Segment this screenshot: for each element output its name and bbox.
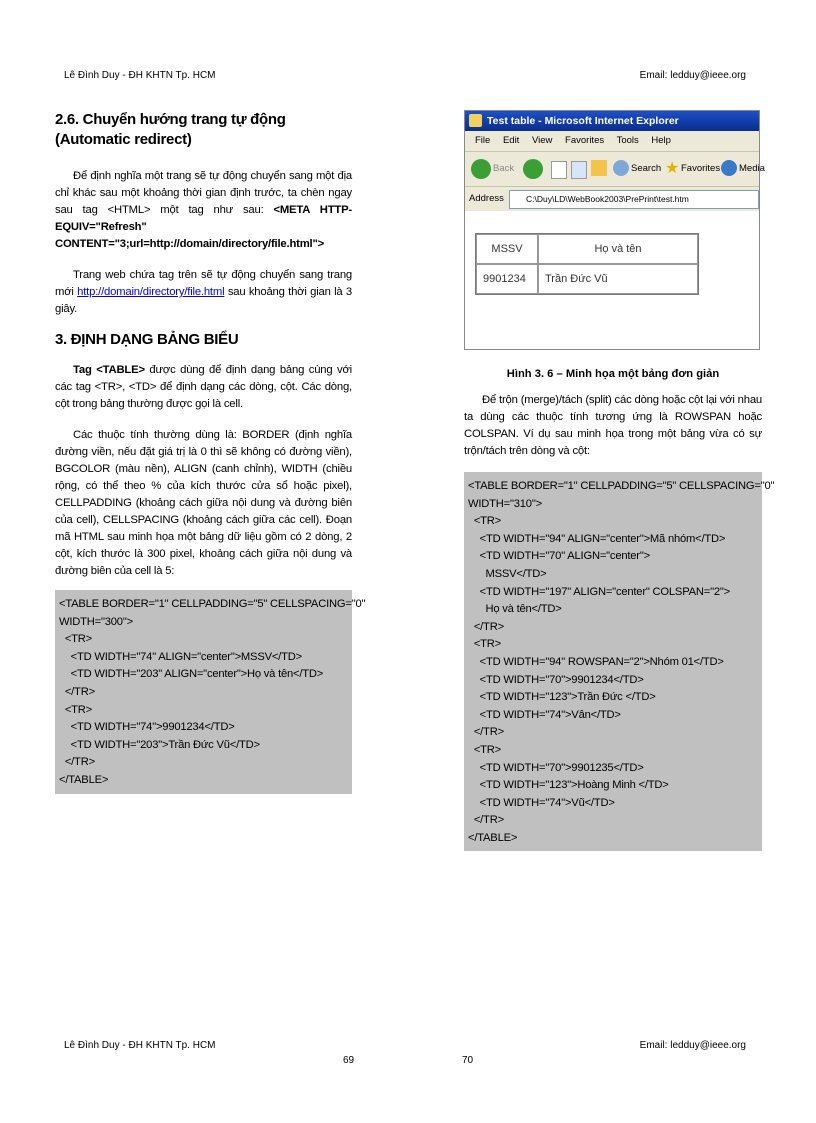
browser-toolbar	[465, 152, 765, 187]
code-line: </TR>	[468, 814, 504, 827]
table-tag-bold: Tag <TABLE>	[73, 364, 145, 376]
browser-title: Test table - Microsoft Internet Explorer	[487, 115, 679, 127]
code-line: WIDTH="310">	[468, 497, 542, 510]
code-line: <TR>	[468, 638, 501, 651]
table-row	[476, 264, 698, 294]
code-line: MSSV</TD>	[468, 567, 547, 580]
stop-icon[interactable]	[551, 161, 567, 179]
page-number-right: 70	[462, 1055, 474, 1066]
left-page	[55, 100, 366, 794]
browser-screenshot	[464, 110, 765, 350]
code-line: <TD WIDTH="74" ALIGN="center">MSSV</TD>	[59, 650, 302, 663]
code-line: <TD WIDTH="123">Hoàng Minh </TD>	[468, 779, 669, 792]
code-block-simple-table	[55, 590, 366, 794]
table-header-cell: MSSV	[476, 234, 538, 264]
table-cell: Trần Đức Vũ	[538, 264, 698, 294]
media-label[interactable]: Media	[739, 163, 765, 174]
code-line: </TR>	[59, 756, 95, 769]
menu-tools[interactable]: Tools	[616, 135, 639, 146]
browser-content	[465, 211, 759, 349]
search-icon[interactable]	[613, 160, 629, 176]
home-icon[interactable]	[591, 160, 607, 176]
table-header-cell: Họ và tên	[538, 234, 698, 264]
menu-favorites[interactable]: Favorites	[565, 135, 605, 146]
code-line: </TR>	[468, 726, 504, 739]
code-line: <TD WIDTH="74">9901234</TD>	[59, 721, 235, 734]
paragraph-pre: Trang web chứa tag trên sẽ tự động chuyển sang trang mới	[55, 269, 352, 298]
code-line: <TABLE BORDER="1" CELLPADDING="5" CELLSPACING="0"	[468, 480, 775, 492]
paragraph-attributes: Các thuộc tính thường dùng là: BORDER (định nghĩa đường viền, nếu đặt giá trị là 0 thì sẽ không có đường viền), BGCOLOR (màu nền), ALIGN (canh chỉnh), WIDTH (chiều rộng, có thể theo % của kích thước cửa sổ hoặc pixel), CELLPADDING (khoảng cách giữa nội dung và đường biên của cell), CELLSPACING (khoảng cách giữa các cell). Đoạn mã HTML sau minh họa một bảng dữ liệu gồm có 2 dòng, 2 cột, kích thước là 300 pixel, khoảng cách giữa nội dung và đường biên của cell là 5:	[55, 429, 352, 577]
paragraph-table-tag	[55, 362, 352, 413]
code-line: Họ và tên</TD>	[468, 603, 562, 616]
forward-arrow-icon[interactable]	[523, 159, 543, 179]
code-line: <TD WIDTH="74">Vũ</TD>	[468, 796, 615, 809]
paragraph-redirect	[55, 168, 352, 253]
address-input[interactable]: C:\Duy\LD\WebBook2003\PrePrint\test.htm	[509, 190, 759, 209]
menu-file[interactable]: File	[475, 135, 491, 146]
refresh-icon[interactable]	[571, 161, 587, 179]
table-tag-text: được dùng để định dạng bảng cùng với các tag <TR>, <TD> để định dạng các dòng, cột. Các dòng, cột trong bảng thường được gọi là cell.	[55, 364, 352, 410]
code-line: <TD WIDTH="123">Trần Đức </TD>	[468, 691, 656, 704]
menu-edit[interactable]: Edit	[502, 135, 520, 146]
code-line: <TD WIDTH="94" ALIGN="center">Mã nhóm</TD>	[468, 532, 726, 545]
rendered-table	[475, 233, 699, 295]
table-row	[476, 234, 698, 264]
section-2-6-title: 2.6. Chuyển hướng trang tự động (Automatic redirect)	[55, 111, 286, 148]
code-line: <TABLE BORDER="1" CELLPADDING="5" CELLSPACING="0"	[59, 598, 366, 610]
code-line: <TR>	[59, 703, 92, 716]
back-arrow-icon[interactable]	[471, 159, 491, 179]
browser-titlebar	[465, 111, 759, 131]
code-line: </TABLE>	[468, 831, 518, 844]
code-line: <TD WIDTH="94" ROWSPAN="2">Nhóm 01</TD>	[468, 655, 724, 668]
code-line: <TD WIDTH="203" ALIGN="center">Họ và tên</TD>	[59, 668, 324, 681]
code-line: <TD WIDTH="70" ALIGN="center">	[468, 550, 650, 563]
back-label[interactable]: Back	[493, 163, 515, 174]
paragraph-post: sau khoảng thời gian là 3 giây.	[55, 286, 352, 315]
meta-refresh-tag: <META HTTP-EQUIV="Refresh" CONTENT="3;url=http://domain/directory/file.html">	[55, 204, 352, 250]
paragraph-rowspan-colspan: Để trộn (merge)/tách (split) các dòng hoặc cột lại với nhau ta dùng các thuộc tính tương ứng là ROWSPAN hoặc COLSPAN. Ví dụ sau minh họa trong một bảng vừa có sự trộn/tách trên dòng và cột:	[464, 394, 762, 457]
code-line: <TR>	[59, 633, 92, 646]
redirect-link[interactable]: http://domain/directory/file.html	[77, 286, 225, 298]
code-line: <TD WIDTH="197" ALIGN="center" COLSPAN="2">	[468, 585, 730, 598]
footer-left: Lê Đình Duy - ĐH KHTN Tp. HCM	[64, 1040, 216, 1051]
code-line: <TR>	[468, 515, 501, 528]
code-line: <TD WIDTH="70">9901235</TD>	[468, 761, 644, 774]
table-cell: 9901234	[476, 264, 538, 294]
page-number-left: 69	[343, 1055, 355, 1066]
code-block-merged-table	[464, 472, 775, 851]
code-line: WIDTH="300">	[59, 615, 133, 628]
code-line: <TD WIDTH="203">Trần Đức Vũ</TD>	[59, 738, 260, 751]
footer-right: Email: ledduy@ieee.org	[639, 1040, 746, 1051]
browser-menubar	[465, 131, 759, 152]
code-line: <TD WIDTH="74">Vân</TD>	[468, 708, 621, 721]
favorites-star-icon[interactable]: ★	[665, 160, 680, 177]
address-bar	[465, 187, 759, 212]
favorites-label[interactable]: Favorites	[681, 163, 721, 174]
menu-view[interactable]: View	[531, 135, 553, 146]
address-label: Address	[469, 193, 504, 204]
code-line: </TABLE>	[59, 773, 109, 786]
figure-caption: Hình 3. 6 – Minh họa một bảng đơn giản	[506, 368, 720, 380]
paragraph-redirect-result	[55, 267, 352, 318]
header-left: Lê Đình Duy - ĐH KHTN Tp. HCM	[64, 70, 216, 81]
code-line: </TR>	[59, 685, 95, 698]
code-line: <TD WIDTH="70">9901234</TD>	[468, 673, 644, 686]
right-page	[464, 100, 775, 851]
paragraph-redirect-text: Để định nghĩa một trang sẽ tự động chuyển sang một địa chỉ khác sau một khoảng thời gian định trước, ta chèn ngay sau tag <HTML> một tag như sau:	[55, 170, 352, 216]
header-right: Email: ledduy@ieee.org	[639, 70, 746, 81]
menu-help[interactable]: Help	[651, 135, 671, 146]
code-line: </TR>	[468, 620, 504, 633]
search-label[interactable]: Search	[631, 163, 662, 174]
media-icon[interactable]	[721, 160, 737, 176]
code-line: <TR>	[468, 743, 501, 756]
ie-logo-icon	[469, 114, 482, 127]
section-3-title: 3. ĐỊNH DẠNG BẢNG BIỂU	[55, 331, 239, 348]
